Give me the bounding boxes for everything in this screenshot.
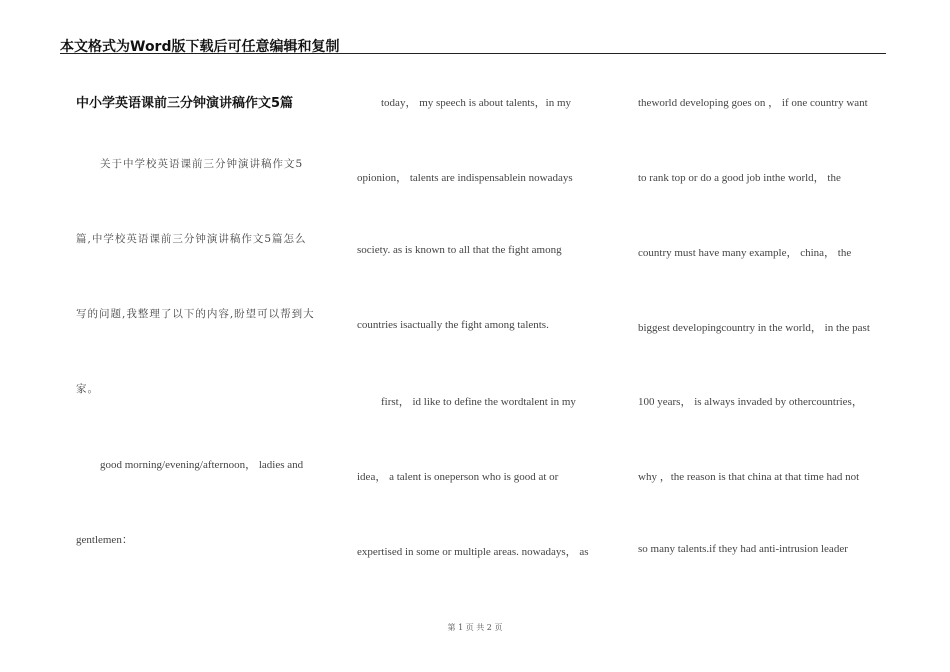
- header-banner: 本文格式为Word版下载后可任意编辑和复制: [60, 39, 340, 55]
- paragraph-line: gentlemen：: [76, 534, 133, 546]
- paragraph-line: 家。: [76, 383, 99, 395]
- paragraph-line: countries isactually the fight among talents.: [357, 319, 549, 331]
- paragraph-line: theworld developing goes on ， if one country want: [638, 97, 868, 109]
- paragraph-line: 篇,中学校英语课前三分钟演讲稿作文5篇怎么: [76, 233, 307, 245]
- paragraph-line: to rank top or do a good job inthe world， the: [638, 172, 841, 184]
- document-title: 中小学英语课前三分钟演讲稿作文5篇: [76, 96, 294, 111]
- paragraph-line: 写的问题,我整理了以下的内容,盼望可以帮到大: [76, 308, 315, 320]
- paragraph-line: biggest developingcountry in the world， in the past: [638, 322, 870, 334]
- paragraph-line: expertised in some or multiple areas. nowadays， as: [357, 546, 589, 558]
- paragraph-line: why ，the reason is that china at that time had not: [638, 471, 860, 483]
- paragraph-line: good morning/evening/afternoon， ladies and: [100, 459, 304, 471]
- paragraph-line: so many talents.if they had anti-intrusion leader: [638, 543, 848, 555]
- paragraph-line: opionion， talents are indispensablein nowadays: [357, 172, 573, 184]
- paragraph-line: idea， a talent is oneperson who is good at or: [357, 471, 559, 483]
- paragraph-line: today， my speech is about talents，in my: [381, 97, 572, 109]
- column-2: [357, 60, 607, 632]
- page-indicator: 第 1 页 共 2 页: [447, 623, 503, 632]
- header-divider: [60, 53, 886, 54]
- paragraph-line: society. as is known to all that the fight among: [357, 244, 562, 256]
- paragraph-line: first， id like to define the wordtalent in my: [381, 396, 576, 408]
- paragraph-line: country must have many example， china， the: [638, 247, 852, 259]
- paragraph-line: 100 years， is always invaded by othercountries，: [638, 396, 863, 408]
- column-1: [76, 60, 326, 632]
- column-3: [638, 60, 890, 632]
- paragraph-line: 关于中学校英语课前三分钟演讲稿作文5: [100, 158, 304, 170]
